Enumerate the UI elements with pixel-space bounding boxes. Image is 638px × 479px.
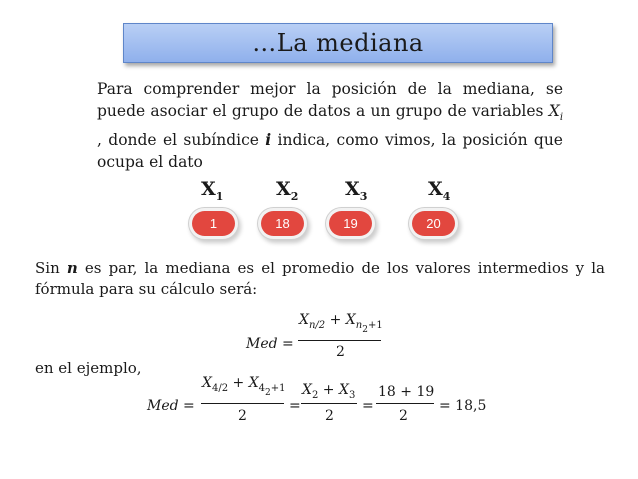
formula2-result: = 18,5 <box>439 398 487 414</box>
formula1-lhs: Med = <box>246 336 294 352</box>
var-label-2: $X_2$ <box>276 178 299 203</box>
var-label-4: $X_4$ <box>428 178 451 203</box>
formula2-frac1-bar <box>201 403 284 404</box>
formula2-equals-2: = <box>362 398 374 414</box>
n-var: n <box>66 259 78 277</box>
intro-line-1: Para comprender mejor la posición de la mediana, se <box>97 80 563 98</box>
value-pill-4: 20 <box>412 211 455 236</box>
formula2-frac2-denominator: 2 <box>325 408 334 424</box>
formula2-frac1-denominator: 2 <box>238 408 247 424</box>
intro-line-3-post: indica, como <box>271 131 379 150</box>
slide-title: …La mediana <box>123 23 553 63</box>
value-pill-1: 1 <box>192 211 235 236</box>
var-label-1: $X_1$ <box>201 178 224 203</box>
formula1-denominator: 2 <box>336 344 345 360</box>
formula2-frac2-numerator: $X_2 + X_3$ <box>302 382 356 401</box>
intro-var: X <box>548 102 560 120</box>
formula2-frac3-numerator: 18 + 19 <box>378 384 435 400</box>
intro-line-2: puede asociar el grupo de datos a un grupo de <box>97 102 467 120</box>
intro-line-3-pre: variables <box>471 102 549 120</box>
formula1-fraction-bar <box>298 340 381 341</box>
intro-line-4: vimos, la posición que ocupa el dato <box>97 131 563 172</box>
intro-var-sub: i <box>559 112 564 124</box>
value-pill-3: 19 <box>329 211 372 236</box>
formula1-numerator: $X_{n/2} + X_{n2+1}$ <box>299 312 383 335</box>
formula2-frac3-denominator: 2 <box>399 408 408 424</box>
formula2-equals-1: = <box>289 398 301 414</box>
var-label-3: $X_3$ <box>345 178 368 203</box>
intro-index: i <box>265 130 272 150</box>
formula2-lhs: Med = <box>147 398 195 414</box>
intro-line-3-mid: , donde el subíndice <box>97 131 266 150</box>
formula2-frac3-bar <box>376 403 434 404</box>
even-case-paragraph: Sin n es par, la mediana es el promedio de los valores intermedios y la fórmula para su cálculo será: <box>35 259 605 298</box>
example-label: en el ejemplo, <box>35 359 142 377</box>
formula2-frac1-numerator: $X_{4/2} + X_{42+1}$ <box>202 375 286 398</box>
intro-paragraph <box>97 78 563 173</box>
formula2-frac2-bar <box>301 403 357 404</box>
value-pill-2: 18 <box>261 211 304 236</box>
